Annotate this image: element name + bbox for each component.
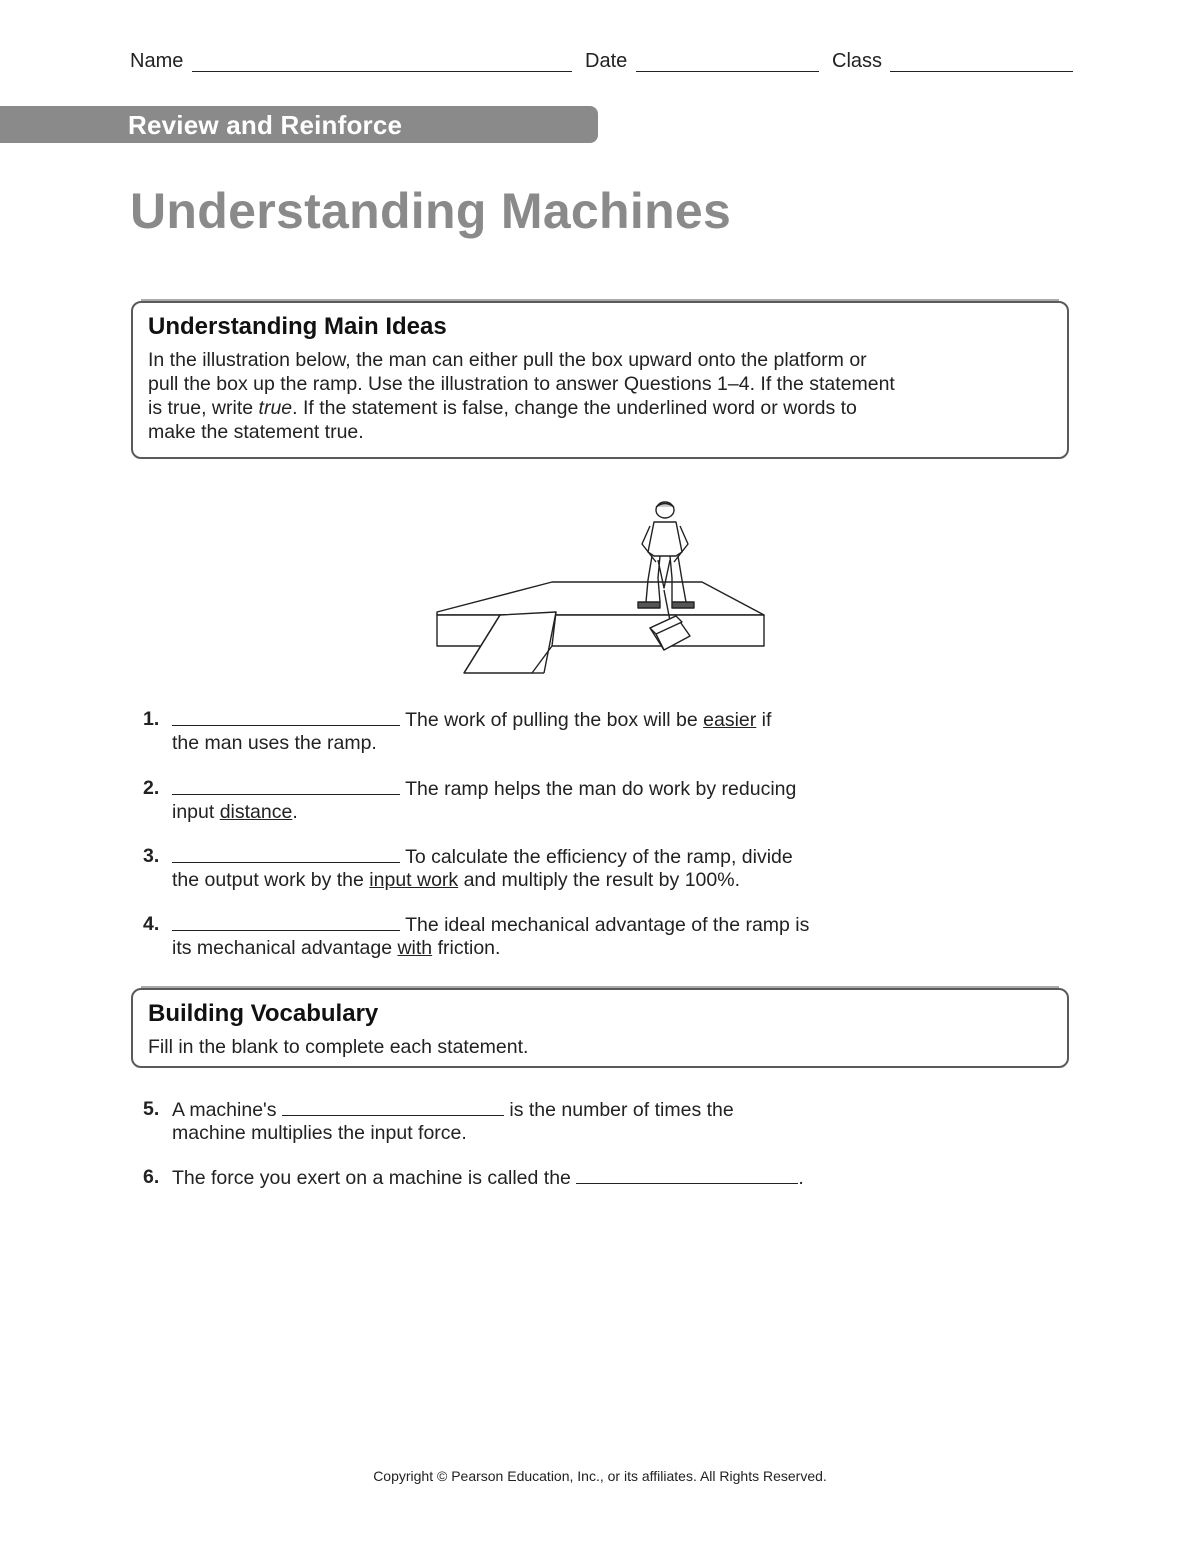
question-text: To calculate the efficiency of the ramp, divide: [400, 846, 793, 868]
question-line-2: the man uses the ramp.: [172, 732, 377, 754]
question-line-2: [172, 868, 740, 892]
answer-blank[interactable]: [282, 1097, 504, 1116]
question-line: [172, 844, 793, 869]
question-number: 5.: [143, 1098, 160, 1120]
question-text: The work of pulling the box will be: [400, 709, 704, 731]
question-text: The force you exert on a machine is called the: [172, 1167, 577, 1189]
question-text: A machine's: [172, 1099, 282, 1121]
ramp-illustration: [432, 498, 768, 678]
instruction-line: [148, 396, 948, 420]
date-field[interactable]: [636, 71, 819, 72]
question-line: [172, 776, 796, 801]
answer-blank[interactable]: [172, 707, 400, 726]
page-title: Understanding Machines: [130, 183, 732, 239]
vocabulary-heading: Building Vocabulary: [148, 1000, 379, 1027]
underlined-term: input work: [369, 869, 459, 891]
banner-label: Review and Reinforce: [128, 110, 403, 140]
answer-blank[interactable]: [172, 912, 400, 931]
underlined-term: with: [397, 937, 433, 959]
student-info-header: [130, 50, 1075, 76]
question-number: 1.: [143, 708, 160, 730]
question-line: [172, 707, 771, 732]
platform-top: [437, 582, 764, 615]
question-text: The ideal mechanical advantage of the ramp is: [400, 914, 810, 936]
date-label: Date: [585, 50, 628, 72]
class-field[interactable]: [890, 71, 1073, 72]
main-ideas-heading: Understanding Main Ideas: [148, 313, 447, 340]
underlined-term: distance: [219, 801, 293, 823]
name-label: Name: [130, 50, 184, 72]
box-top-shadow: [141, 299, 1059, 301]
answer-blank[interactable]: [576, 1165, 798, 1184]
question-line: [172, 912, 809, 937]
box-top-shadow: [141, 986, 1059, 988]
question-line-2: machine multiplies the input force.: [172, 1122, 467, 1144]
name-field[interactable]: [192, 71, 572, 72]
question-text: the output work by the: [172, 869, 370, 891]
instruction-text: . If the statement is false, change the underlined word or words to: [292, 397, 857, 419]
question-number: 4.: [143, 913, 160, 935]
question-text: is the number of times the: [503, 1099, 734, 1121]
main-ideas-instructions: [148, 348, 948, 444]
main-ideas-box: [131, 301, 1069, 459]
instruction-line: pull the box up the ramp. Use the illustration to answer Questions 1–4. If the statement: [148, 373, 895, 395]
question-text: and multiply the result by 100%.: [458, 869, 740, 891]
instruction-line: In the illustration below, the man can either pull the box upward onto the platform or: [148, 349, 867, 371]
question-number: 3.: [143, 845, 160, 867]
answer-blank[interactable]: [172, 844, 400, 863]
copyright-footer: Copyright © Pearson Education, Inc., or its affiliates. All Rights Reserved.: [373, 1468, 827, 1484]
question-text: .: [292, 801, 298, 823]
question-text: friction.: [432, 937, 501, 959]
vocabulary-instruction: Fill in the blank to complete each statement.: [148, 1036, 529, 1058]
class-label: Class: [832, 50, 883, 72]
answer-blank[interactable]: [172, 776, 400, 795]
vocabulary-box: [131, 988, 1069, 1068]
question-text: its mechanical advantage: [172, 937, 398, 959]
question-line-2: [172, 936, 500, 960]
question-text: The ramp helps the man do work by reducing: [400, 778, 797, 800]
question-number: 2.: [143, 777, 160, 799]
underlined-term: easier: [703, 709, 757, 731]
question-number: 6.: [143, 1166, 160, 1188]
instruction-line: make the statement true.: [148, 421, 364, 443]
question-text: input: [172, 801, 220, 823]
question-text: .: [798, 1167, 804, 1189]
question-line: [172, 1097, 734, 1122]
question-text: if: [756, 709, 772, 731]
instruction-italic: true: [258, 397, 293, 419]
instruction-text: is true, write: [148, 397, 259, 419]
question-line: [172, 1165, 804, 1190]
section-banner: [0, 106, 598, 143]
question-line-2: [172, 800, 298, 824]
